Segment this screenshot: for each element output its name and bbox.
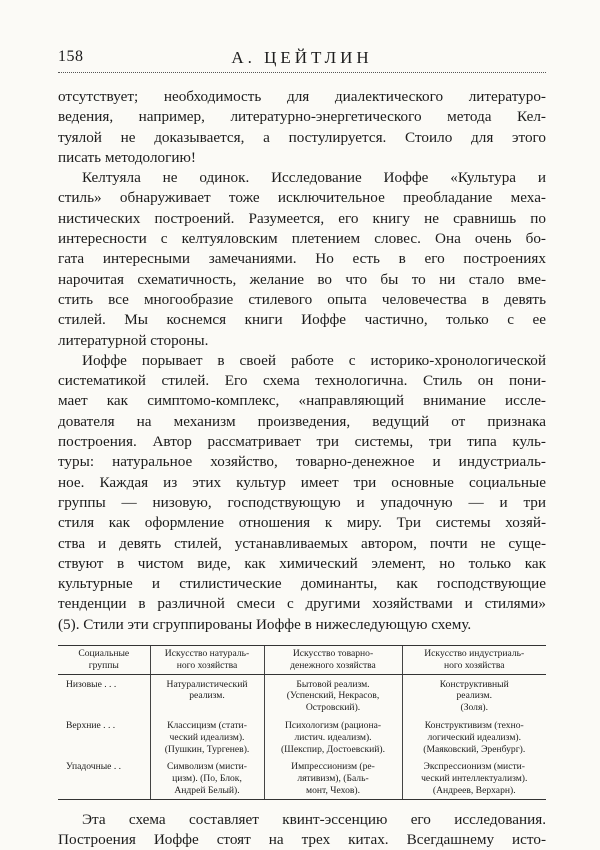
cell-line: Конструктивный [439, 678, 509, 690]
cell-line: (Андреев, Верхарн). [432, 784, 516, 796]
style-cell [264, 674, 402, 716]
text-line: туры: натуральное хозяйство, товарно-денежное и индустриаль- [58, 453, 546, 471]
cell-line: Классицизм (стати- [167, 720, 247, 731]
table-header-cell [402, 646, 546, 675]
cell-line: ческий интеллектуализм). [421, 773, 528, 785]
text-line: гата интересными замечаниями. Но есть в его построениях [58, 250, 546, 268]
text-line: Эта схема составляет квинт-эссенцию его исследования. [82, 810, 546, 828]
text-line: интересности с келтуяловским плетением словес. Она очень бо- [58, 230, 546, 248]
text-line: ведения, например, литературно-энергетического метода Кел- [58, 108, 546, 126]
table-header-row [58, 646, 546, 675]
text-line: нистических построений. Разумеется, его книгу не сравнишь по [58, 209, 546, 227]
cell-line: (Шекспир, Достоевский). [280, 743, 385, 755]
text-line: ства и девять стилей, устанавливаемых автором, почти не суще- [58, 534, 546, 552]
cell-line: цизм). (По, Блок, [172, 773, 242, 785]
style-cell [150, 757, 264, 799]
cell-line: (Успенский, Некрасов, [286, 690, 380, 702]
text-line: построения. Автор рассматривает три системы, три типа куль- [58, 433, 546, 451]
page-number: 158 [58, 48, 84, 65]
cell-line: (Пушкин, Тургенев). [164, 743, 250, 755]
table-row [58, 674, 546, 716]
text-line: туялой не доказывается, а постулируется. Стоило для этого [58, 128, 546, 146]
cell-line: реализм. [456, 690, 493, 702]
table-row [58, 716, 546, 757]
text-line: стиль» обнаруживает тоже исключительное преобладание меха- [58, 189, 546, 207]
cell-line: лятивизм), (Баль- [297, 773, 369, 785]
table-header-cell [58, 646, 150, 675]
paragraph [58, 87, 546, 168]
text-line: (5). Стили эти сгруппированы Иоффе в нижеследующую схему. [58, 615, 472, 633]
cell-line: Импрессионизм (ре- [291, 761, 375, 773]
text-line: систематикой стилей. Его схема технологична. Стиль он пони- [58, 372, 546, 390]
after-table-text [58, 810, 546, 850]
text-line: культурные и стилистические доминанты, как господствующие [58, 575, 546, 593]
social-group-cell: Упадочные . . [58, 757, 150, 799]
cell-line: Бытовой реализм. [296, 678, 370, 690]
text-line: нарочитая схематичность, желание во что бы то ни стало вме- [58, 270, 546, 288]
cell-line: реализм. [189, 690, 225, 702]
cell-line: Психологизм (рациона- [284, 720, 382, 731]
cell-line: Символизм (мисти- [167, 761, 247, 773]
text-line: дователя на механизм произведения, ведущий от признака [58, 412, 546, 430]
text-line: Келтуяла не одинок. Исследование Иоффе «Культура и [82, 169, 546, 187]
text-line: тенденции в различной смеси с другими хозяйствами и стилями» [58, 595, 546, 613]
social-group-cell: Верхние . . . [66, 720, 116, 731]
style-cell [150, 674, 264, 716]
header-line: Искусство индустриаль- [424, 648, 525, 660]
cell-line: (Маяковский, Эренбург). [423, 743, 526, 755]
header-line: Искусство натураль- [164, 648, 250, 660]
table-row [58, 757, 546, 799]
styles-table [58, 645, 546, 800]
cell-line: монт, Чехов). [306, 784, 360, 796]
text-line: Иоффе порывает в своей работе с историко-хронологической [82, 351, 546, 369]
table-header-cell [264, 646, 402, 675]
text-line: группы — низовую, господствующую и упадочную — и три [58, 493, 546, 511]
table-header-cell [150, 646, 264, 675]
cell-line: листич. идеализм). [294, 731, 372, 743]
text-line: ствуют в чистом виде, как химический элемент, но только как [58, 554, 546, 572]
header-line: ного хозяйства [176, 659, 238, 671]
paragraph [58, 351, 546, 635]
header-line: Искусство товарно- [292, 648, 374, 660]
text-line: стиля как оформление отношения к миру. Три системы хозяй- [58, 514, 546, 532]
book-page [58, 46, 546, 850]
style-cell [264, 757, 402, 799]
cell-line: Островский). [305, 702, 361, 714]
text-line: писать методологию! [58, 148, 196, 166]
style-cell [264, 716, 402, 757]
text-line: литературной стороны. [58, 331, 209, 349]
style-cell [402, 757, 546, 799]
header-line: денежного хозяйства [290, 659, 376, 671]
text-line: стить все многообразие стилевого опыта человечества в девять [58, 290, 546, 308]
cell-line: Экспрессионизм (мисти- [423, 761, 525, 773]
body-text [58, 87, 546, 635]
text-line: ное. Каждая из этих культур имеет три основные социальные [58, 473, 546, 491]
text-line: стилей. Мы коснемся книги Иоффе частично, только с ее [58, 311, 546, 329]
header-line: ного хозяйства [444, 659, 505, 671]
style-cell [150, 716, 264, 757]
table-body [58, 674, 546, 799]
page-header [58, 46, 546, 73]
text-line: Построения Иоффе стоят на трех китах. Всегдашнему исто- [58, 831, 546, 849]
social-group-cell: Низовые . . . [66, 678, 117, 690]
paragraph [58, 168, 546, 351]
cell-line: (Золя). [460, 702, 488, 714]
paragraph [58, 810, 546, 850]
header-line: группы [88, 659, 119, 671]
header-line: Социальные [78, 648, 130, 660]
cell-line: логический идеализм). [427, 731, 522, 743]
cell-line: Конструктивизм (техно- [424, 720, 524, 731]
text-line: отсутствует; необходимость для диалектического литературо- [58, 88, 546, 105]
text-line: мает как симптомо-комплекс, «направляющий внимание иссле- [58, 392, 546, 410]
cell-line: Натуралистический [166, 678, 248, 690]
style-cell [402, 674, 546, 716]
cell-line: ческий идеализм). [169, 731, 245, 743]
style-cell [402, 716, 546, 757]
cell-line: Андрей Белый). [174, 784, 240, 796]
running-title: А. ЦЕЙТЛИН [231, 48, 373, 67]
